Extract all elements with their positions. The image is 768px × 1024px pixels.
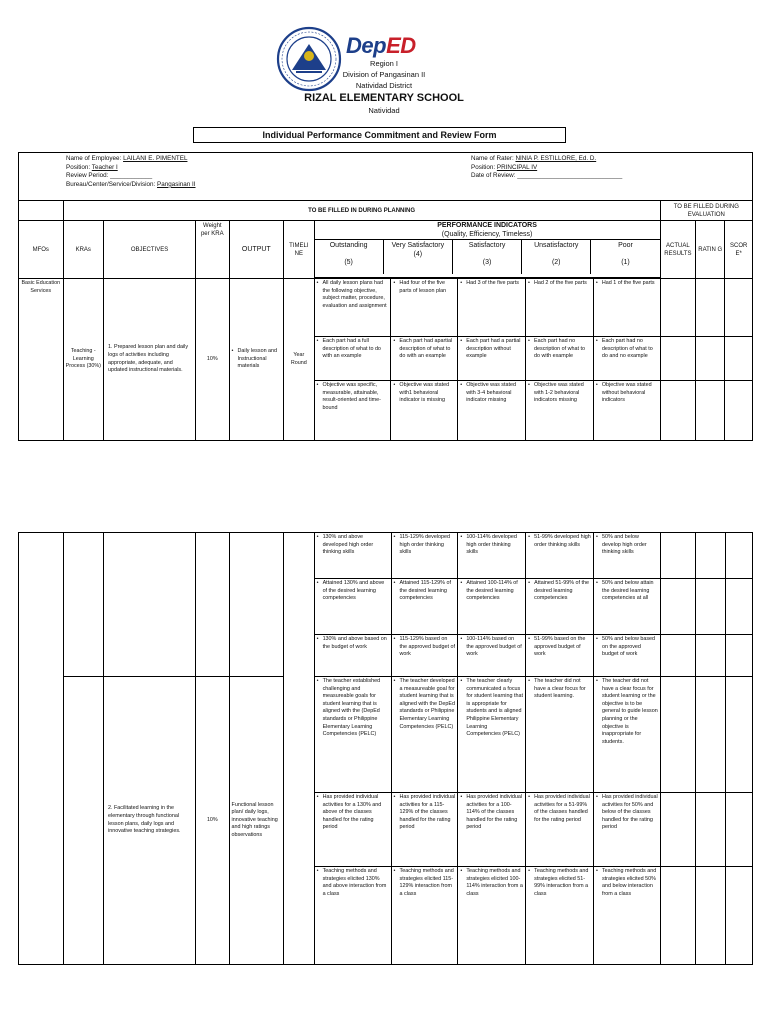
actual-results-cell[interactable] bbox=[660, 279, 695, 337]
pi-cell: • 50% and below attain the desired learning competencies at all bbox=[593, 579, 660, 635]
form-title: Individual Performance Commitment and Review Form bbox=[193, 127, 566, 143]
ipcrf-table-top bbox=[18, 152, 753, 441]
pi-header: PERFORMANCE INDICATORS (Quality, Efficiency, Timeless) Outstanding (5) Very Satisfactory (4) Satisfactory (3) Unsatisfactory (2) Poor (1) bbox=[314, 221, 660, 278]
pi-cell: • Attained 100-114% of the desired learning competencies bbox=[458, 579, 526, 635]
score-cell[interactable] bbox=[725, 279, 753, 337]
pi-cell: • Objective was stated with 3-4 behavioral indicator missing bbox=[458, 381, 526, 441]
pi-cell: • All daily lesson plans had the following objective, subject matter, procedure, evaluation and assignment bbox=[314, 279, 391, 337]
region-label: Region I bbox=[370, 59, 398, 68]
pi-cell: • Teaching methods and strategies elicited 130% and above interaction from a class bbox=[314, 867, 391, 965]
actual-results-cell[interactable] bbox=[660, 337, 695, 381]
pi-cell: • Each part had a full description of what to do with an example bbox=[314, 337, 391, 381]
pi-cell: • 100-114% developed high order thinking skills bbox=[458, 533, 526, 579]
pi-cell: • 50% and below develop high order thinking skills bbox=[593, 533, 660, 579]
actual-results-cell[interactable] bbox=[660, 533, 695, 579]
pi-cell: • Has provided individual activities for 50% and below of the classes handled for the rating period bbox=[593, 793, 660, 867]
pi-cell: • Objective was stated with1 behavioral indicator is missing bbox=[391, 381, 458, 441]
rater-name: NINIA P. ESTILLORE, Ed. D. bbox=[515, 155, 597, 162]
pi-cell: • The teacher did not have a clear focus for student learning or the objective is to be general to guide lesson planning or the objective is inappropriate for students. bbox=[593, 677, 660, 793]
pi-cell: • Each part had a partial description without example bbox=[458, 337, 526, 381]
col-mfos: MFOs bbox=[19, 221, 64, 279]
evaluation-header: TO BE FILLED DURING EVALUATION bbox=[660, 201, 752, 221]
pi-cell: • Attained 115-129% of the desired learning competencies bbox=[391, 579, 458, 635]
pi-cell: • 130% and above based on the budget of work bbox=[314, 635, 391, 677]
weight-2: 10% bbox=[196, 677, 229, 965]
rating-cell[interactable] bbox=[696, 279, 725, 337]
pi-cell: • Objective was stated without behavioral indicators bbox=[593, 381, 660, 441]
review-date: ______________________________ bbox=[517, 172, 623, 180]
pi-cell: • Objective was specific, measurable, attainable, result-oriented and time-bound bbox=[314, 381, 391, 441]
rater-position: PRINCIPAL IV bbox=[496, 163, 538, 171]
pi-cell: • Has provided individual activities for a 130% and above of the classes handled for the rating period bbox=[314, 793, 391, 867]
planning-header: TO BE FILLED IN DURING PLANNING bbox=[63, 201, 660, 221]
rating-cell[interactable] bbox=[696, 381, 725, 441]
pi-cell: • Had 1 of the five parts bbox=[593, 279, 660, 337]
score-cell[interactable] bbox=[725, 381, 753, 441]
rating-cell[interactable] bbox=[696, 867, 725, 965]
employee-position: Teacher I bbox=[91, 163, 118, 171]
pi-cell: • Each part had no description of what to do and no example bbox=[593, 337, 660, 381]
pi-cell: • The teacher clearly communicated a focus for student learning that is appropriate for students and is aligned Philippine Elementary Learning Competencies (PELC) bbox=[458, 677, 526, 793]
pi-cell: • The teacher did not have a clear focus for student learning. bbox=[526, 677, 594, 793]
ipcrf-table-continuation bbox=[18, 532, 753, 965]
pi-cell: • Each part had apartial description of what to do with an example bbox=[391, 337, 458, 381]
score-cell[interactable] bbox=[725, 635, 752, 677]
pi-cell: • Objective was stated with 1-2 behavioral indicators missing bbox=[526, 381, 594, 441]
kra-cell: Teaching - Learning Process (30%) bbox=[63, 279, 103, 441]
review-period: ____________ bbox=[110, 172, 153, 180]
rating-cell[interactable] bbox=[696, 579, 725, 635]
rating-cell[interactable] bbox=[696, 533, 725, 579]
objective-1: 1. Prepared lesson plan and daily logs of activities including appropriate, adequate, and updated instructional materials. bbox=[104, 279, 196, 441]
pi-cell: • 51-99% developed high order thinking skills bbox=[526, 533, 594, 579]
pi-cell: • Teaching methods and strategies elicited 50% and below interaction from a class bbox=[593, 867, 660, 965]
col-kras: KRAs bbox=[63, 221, 103, 279]
timeline-1: Year Round bbox=[284, 279, 314, 441]
objective-2: 2. Facilitated learning in the elementary through functional lesson plans, daily logs and innovative teaching strategies. bbox=[104, 677, 196, 965]
pi-cell: • 115-129% based on the approved budget of work bbox=[391, 635, 458, 677]
employee-info: Name of Employee: LAILANI E. PIMENTEL Position: Teacher I Review Period: ____________ Bureau/Center/Service/Division: Pangasinan II Name of Rater: NINIA P. ESTILLORE, Ed. D. Position: PRINCIPAL IV Date of Review: ______________________________ bbox=[19, 153, 753, 201]
rating-cell[interactable] bbox=[696, 337, 725, 381]
pi-cell: • Has provided individual activities for a 115-129% of the classes handled for the rating period bbox=[391, 793, 458, 867]
bureau: Pangasinan II bbox=[157, 180, 196, 188]
actual-results-cell[interactable] bbox=[660, 381, 695, 441]
col-score: SCOR E* bbox=[725, 221, 753, 279]
score-cell[interactable] bbox=[725, 793, 752, 867]
score-cell[interactable] bbox=[725, 677, 752, 793]
col-rating: RATIN G bbox=[696, 221, 725, 279]
pi-cell: • Had four of the five parts of lesson plan bbox=[391, 279, 458, 337]
output-2: Functional lesson plan/ daily logs, innovative teaching and high ratings observations bbox=[229, 677, 284, 965]
deped-logo: DepED bbox=[346, 33, 416, 58]
pi-cell: • Has provided individual activities for a 51-99% of the classes handled for the rating period bbox=[526, 793, 594, 867]
pi-cell: • 100-114% based on the approved budget of work bbox=[458, 635, 526, 677]
rating-cell[interactable] bbox=[696, 793, 725, 867]
pi-cell: • Teaching methods and strategies elicited 115-129% interaction from a class bbox=[391, 867, 458, 965]
pi-cell: • Each part had no description of what to do with example bbox=[526, 337, 594, 381]
actual-results-cell[interactable] bbox=[660, 635, 695, 677]
pi-cell: • 50% and below based on the approved budget of work bbox=[593, 635, 660, 677]
pi-cell: • Attained 51-99% of the desired learning competencies bbox=[526, 579, 594, 635]
score-cell[interactable] bbox=[725, 337, 753, 381]
actual-results-cell[interactable] bbox=[660, 793, 695, 867]
output-1: • Daily lesson and Instructional materials bbox=[229, 279, 284, 441]
rating-cell[interactable] bbox=[696, 677, 725, 793]
pi-cell: • The teacher developed a measureable goal for student learning that is aligned with the DepEd standards or Philippine Elementary Learning Competencies (PELC) bbox=[391, 677, 458, 793]
rating-cell[interactable] bbox=[696, 635, 725, 677]
pi-cell: • Teaching methods and strategies elicited 100-114% interaction from a class bbox=[458, 867, 526, 965]
actual-results-cell[interactable] bbox=[660, 579, 695, 635]
col-weight: Weight per KRA bbox=[196, 221, 229, 279]
pi-cell: • Attained 130% and above of the desired learning competencies bbox=[314, 579, 391, 635]
pi-cell: • 130% and above developed high order thinking skills bbox=[314, 533, 391, 579]
pi-cell: • Has provided individual activities for a 100-114% of the classes handled for the rating period bbox=[458, 793, 526, 867]
employee-name: LAILANI E. PIMENTEL bbox=[123, 155, 188, 162]
district-label: Natividad District bbox=[355, 81, 413, 90]
mfo-cell: Basic Education Services bbox=[19, 279, 64, 441]
town-label: Natividad bbox=[368, 106, 400, 115]
pi-cell: • Had 3 of the five parts bbox=[458, 279, 526, 337]
pi-cell: • 115-129% developed high order thinking skills bbox=[391, 533, 458, 579]
col-timeline: TIMELI NE bbox=[284, 221, 314, 279]
pi-cell: • Teaching methods and strategies elicited 51-99% interaction from a class bbox=[526, 867, 594, 965]
score-cell[interactable] bbox=[725, 867, 752, 965]
actual-results-cell[interactable] bbox=[660, 677, 695, 793]
weight-1: 10% bbox=[196, 279, 229, 441]
school-name: RIZAL ELEMENTARY SCHOOL bbox=[304, 92, 464, 104]
col-output: OUTPUT bbox=[229, 221, 284, 279]
actual-results-cell[interactable] bbox=[660, 867, 695, 965]
pi-cell: • 51-99% based on the approved budget of work bbox=[526, 635, 594, 677]
col-actual-results: ACTUAL RESULTS bbox=[660, 221, 695, 279]
division-label: Division of Pangasinan II bbox=[342, 70, 426, 79]
pi-cell: • The teacher established challenging and measureable goals for student learning that is aligned with the (DepEd standards or Philippine Elementary Learning Competencies (PELC) bbox=[314, 677, 391, 793]
col-objectives: OBJECTIVES bbox=[104, 221, 196, 279]
pi-cell: • Had 2 of the five parts bbox=[526, 279, 594, 337]
score-cell[interactable] bbox=[725, 579, 752, 635]
score-cell[interactable] bbox=[725, 533, 752, 579]
